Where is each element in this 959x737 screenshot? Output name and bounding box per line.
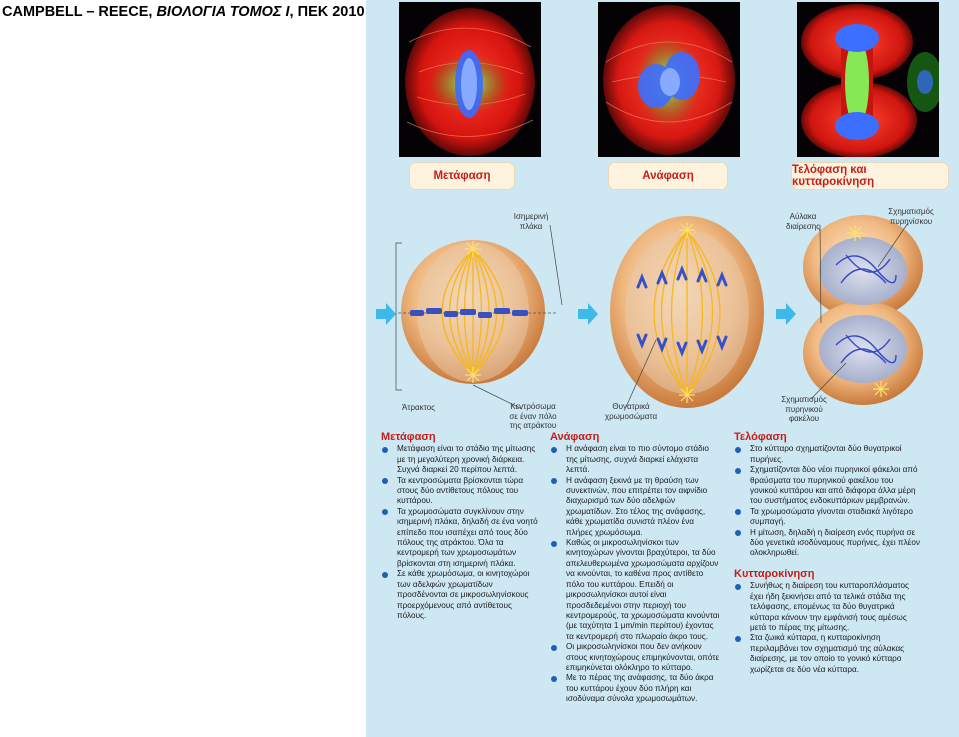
anaphase-micrograph: [598, 2, 740, 157]
arrow-icon: [578, 303, 598, 325]
label-daughter-chromosomes: Θυγατρικά χρωμοσώματα: [604, 402, 658, 421]
list-item: Τα χρωμοσώματα γίνονται σταδιακά λιγότερο συμπαγή.: [734, 507, 920, 528]
telophase-text: [734, 432, 920, 675]
label-nucleolus-forming: Σχηματισμός πυρηνίσκου: [888, 207, 934, 226]
list-item: Μετάφαση είναι το στάδιο της μίτωσης με τη μεγαλύτερη χρονική διάρκεια. Συχνά διαρκεί 20 περίπου λεπτά.: [381, 444, 539, 475]
metaphase-micrograph: [399, 2, 541, 157]
label-centrosome: Κεντρόσωμα σε έναν πόλο της ατράκτου: [509, 402, 557, 430]
document-header: CAMPBELL – REECE, ΒΙΟΛΟΓΙΑ ΤΟΜΟΣ Ι, ΠΕΚ 2010: [2, 4, 365, 20]
anaphase-cell: [610, 216, 764, 408]
telophase-micrograph: [797, 2, 939, 157]
tab-metaphase: Μετάφαση: [410, 163, 514, 189]
anaphase-text: [550, 432, 722, 705]
tab-telophase-cytokinesis: Τελόφαση και κυτταροκίνηση: [792, 163, 948, 189]
anaphase-heading: Ανάφαση: [550, 431, 600, 443]
list-item: Η μίτωση, δηλαδή η διαίρεση ενός πυρήνα σε δύο γενετικά ισοδύναμους πυρήνες, έχει πλέον ολοκληρωθεί.: [734, 528, 920, 559]
cytokinesis-heading: Κυτταροκίνηση: [734, 567, 815, 580]
list-item: Καθώς οι μικροσωληνίσκοι των κινητοχώρων γίνονται βραχύτεροι, τα δύο απελευθερωμένα χρωμοσώματα αρχίζουν να κινούνται, το καθένα προς αντίθετο πόλο του κυττάρου. Επειδή οι μικροσωληνίσκοι αυτοί είναι προσδεδεμένοι στην περιοχή του κεντρομερούς, τα χρωμοσώματα κινούνται (με ταχύτητα 1 μm/min περίπου) έχοντας τα κεντρομερή στο πλωραίο άκρο τους.: [550, 538, 722, 642]
label-metaphase-plate: Ισημερινή πλάκα: [513, 212, 549, 231]
mitosis-figure-panel: [366, 0, 959, 737]
list-item: Οι μικροσωληνίσκοι που δεν ανήκουν στους κινητοχώρους επιμηκύνονται, οπότε επιμηκύνεται ολόκληρο το κύτταρο.: [550, 642, 722, 673]
label-cleavage-furrow: Αύλακα διαίρεσης: [786, 212, 820, 231]
arrow-icon: [776, 303, 796, 325]
metaphase-text: [381, 432, 539, 621]
list-item: Σε κάθε χρωμόσωμα, οι κινητοχώροι των αδελφών χρωματίδων προσδένονται σε μικροσωληνίσκους προερχόμενους από αντίθετους πόλους.: [381, 569, 539, 621]
list-item: Τα χρωμοσώματα συγκλίνουν στην ισημερινή πλάκα, δηλαδή σε ένα νοητό επίπεδο που ισαπέχει από τους δύο πόλους της ατράκτου. Όλα τα κεντρομερή των χρωμοσωμάτων βρίσκονται στη ισημερινή πλάκα.: [381, 507, 539, 569]
mitosis-diagrams: [366, 195, 959, 430]
list-item: Τα κεντροσώματα βρίσκονται τώρα στους δύο αντίθετους πόλους του κυττάρου.: [381, 476, 539, 507]
list-item: Σχηματίζονται δύο νέοι πυρηνικοί φάκελοι από θραύσματα του πυρηνικού φακέλου του γονικού κυττάρου και από διάφορα άλλα μέρη του συστήματος ενδοκυττάριων μεμβρανών.: [734, 465, 920, 507]
tab-anaphase: Ανάφαση: [609, 163, 727, 189]
label-spindle: Άτρακτος: [402, 403, 436, 412]
list-item: Στο κύτταρο σχηματίζονται δύο θυγατρικοί πυρήνες.: [734, 444, 920, 465]
label-nuclear-envelope-forming: Σχηματισμός πυρηνικού φακέλου: [781, 395, 827, 423]
list-item: Η ανάφαση ξεκινά με τη θραύση των συνεκτινών, που επιτρέπει τον αιφνίδιο διαχωρισμό των δύο αδελφών χρωματίδων. Στο τέλος της ανάφασης, κάθε χρωματίδα συνιστά πλέον ένα πλήρες χρωμόσωμα.: [550, 476, 722, 538]
arrow-icon: [376, 303, 396, 325]
metaphase-cell: [398, 240, 558, 384]
list-item: Συνήθως η διαίρεση του κυτταροπλάσματος έχει ήδη ξεκινήσει από τα τελικά στάδια της τελόφασης, επομένως τα δύο θυγατρικά κύτταρα κάνουν την εμφάνισή τους αμέσως μετά το πέρας της μίτωσης.: [734, 581, 920, 633]
list-item: Στα ζωικά κύτταρα, η κυτταροκίνηση περιλαμβάνει τον σχηματισμό της αύλακας διαίρεσης, με τον οποίο το γονικό κύτταρο χωρίζεται σε δύο νέα κύτταρα.: [734, 633, 920, 675]
list-item: Με το πέρας της ανάφασης, τα δύο άκρα του κυττάρου έχουν δύο πλήρη και ισοδύναμα σύνολα χρωμοσωμάτων.: [550, 673, 722, 704]
telophase-heading: Τελόφαση: [734, 431, 787, 443]
metaphase-heading: Μετάφαση: [381, 431, 436, 443]
list-item: Η ανάφαση είναι το πιο σύντομο στάδιο της μίτωσης, συχνά διαρκεί ελάχιστα λεπτά.: [550, 444, 722, 475]
